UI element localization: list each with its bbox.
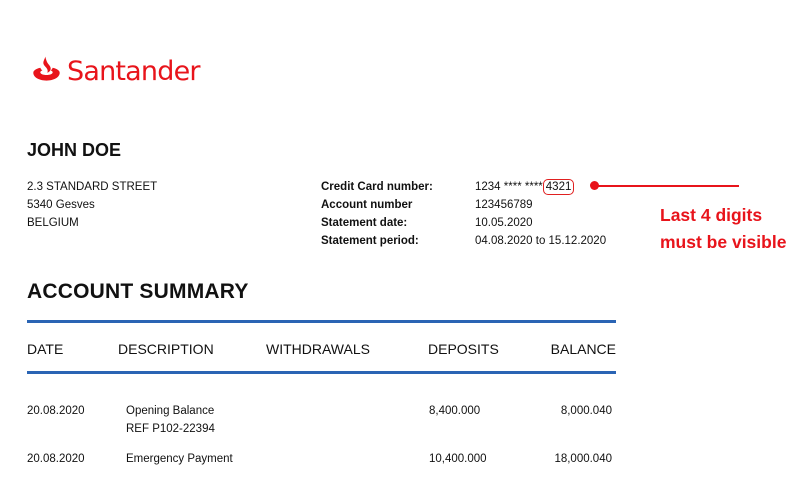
row-1-balance: 8,000.040 xyxy=(560,405,612,417)
column-header-balance: BALANCE xyxy=(550,341,616,357)
column-header-description: DESCRIPTION xyxy=(118,341,214,357)
credit-card-masked: 1234 **** **** xyxy=(475,181,543,193)
row-2-date: 20.08.2020 xyxy=(27,453,85,465)
account-number-label: Account number xyxy=(321,199,413,211)
santander-flame-icon xyxy=(30,55,63,88)
statement-details xyxy=(321,178,606,250)
brand-name: Santander xyxy=(67,55,200,87)
annotation-pointer-line xyxy=(597,185,739,187)
row-1-description-ref: REF P102-22394 xyxy=(126,423,215,435)
account-summary-title: ACCOUNT SUMMARY xyxy=(27,280,249,303)
customer-name: JOHN DOE xyxy=(27,140,122,160)
row-1-date: 20.08.2020 xyxy=(27,405,85,417)
address-line: 2.3 STANDARD STREET xyxy=(27,181,158,193)
row-2-description: Emergency Payment xyxy=(126,453,233,465)
annotation-line-1: Last 4 digits xyxy=(660,205,763,225)
row-1-description xyxy=(126,402,215,438)
column-header-withdrawals: WITHDRAWALS xyxy=(266,341,370,357)
statement-period-label: Statement period: xyxy=(321,235,419,247)
santander-logo xyxy=(30,53,200,89)
credit-card-last4: 4321 xyxy=(543,179,575,195)
annotation-note xyxy=(660,202,800,256)
statement-period-value: 04.08.2020 to 15.12.2020 xyxy=(475,235,607,247)
row-1-description-line: Opening Balance xyxy=(126,405,215,417)
table-header-rule xyxy=(27,371,616,374)
row-1-deposit: 8,400.000 xyxy=(429,405,481,417)
row-2-balance: 18,000.040 xyxy=(554,453,612,465)
credit-card-label: Credit Card number: xyxy=(321,181,433,193)
credit-card-row xyxy=(321,178,606,196)
address-line: BELGIUM xyxy=(27,217,79,229)
statement-date-row xyxy=(321,214,606,232)
account-number-value: 123456789 xyxy=(475,199,533,211)
account-number-row xyxy=(321,196,606,214)
customer-address xyxy=(27,178,157,232)
credit-card-value xyxy=(475,178,574,196)
statement-date-value: 10.05.2020 xyxy=(475,217,533,229)
table-top-rule xyxy=(27,320,616,323)
statement-period-row xyxy=(321,232,606,250)
statement-date-label: Statement date: xyxy=(321,217,408,229)
address-line: 5340 Gesves xyxy=(27,199,95,211)
column-header-date: DATE xyxy=(27,341,64,357)
annotation-line-2: must be visible xyxy=(660,232,787,252)
row-2-deposit: 10,400.000 xyxy=(429,453,487,465)
column-header-deposits: DEPOSITS xyxy=(428,341,499,357)
